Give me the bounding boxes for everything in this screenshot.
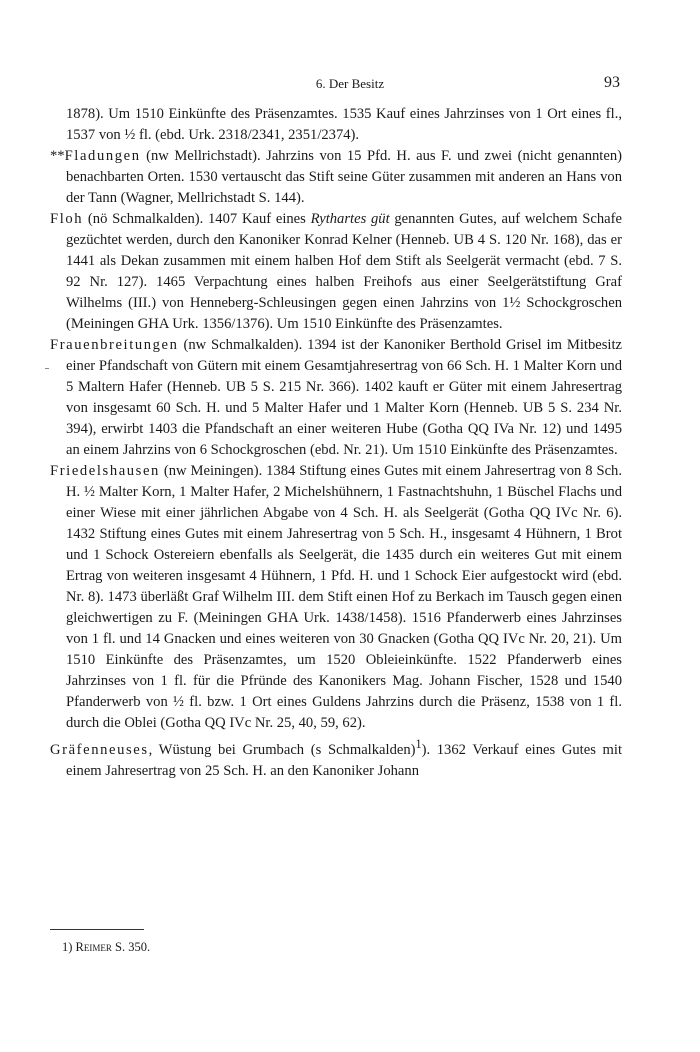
place-name: Gräfenneuses [50, 741, 149, 758]
entry-text: (nö Schmalkalden). 1407 Kauf eines [83, 211, 311, 227]
margin-mark [45, 368, 49, 369]
entry-continuation [50, 104, 622, 146]
entry-text: ). 1362 Verkauf eines Gutes mit einem Jahresertrag von 25 Sch. H. an den Kanoniker Johann [66, 741, 623, 779]
place-name: Floh [50, 211, 84, 227]
entry-text: (nw Meiningen). 1384 Stiftung eines Gutes mit einem Jahresertrag von 8 Sch. H. ½ Malter Korn, 1 Malter Hafer, 2 Michelshühnern, 1 Fastnachtshuhn, 1 Büschel Flachs und einer Wiese mit einer jährlichen Abgabe von 4 Sch. H. als Seelgerät (Gotha QQ IVc Nr. 6). 1432 Stiftung eines Gutes mit einem Jahresertrag von 5 Sch. H., insgesamt 4 Hühnern, 1 Brot und 1 Schock Ostereiern ebenfalls als Seelgerät, die 1435 durch ein weiteres Gut mit einem Ertrag von weiteren insgesamt 4 Hühnern, 1 Pfd. H. und 1 Schock Eier aufgestockt wird (ebd. Nr. 8). 1473 überläßt Graf Wilhelm III. dem Stift einen Hof zu Berkach im Tausch gegen einen gleichwertigen zu F. (Meiningen GHA Urk. 1438/1458). 1516 Pfanderwerb eines Jahrzinses von 1 fl. und 14 Gnacken und eines weiteren von 30 Gnacken (Gotha QQ IVc Nr. 20, 21). Um 1510 Einkünfte des Präsenzamtes, um 1520 Obleieinkünfte. 1522 Pfanderwerb eines Jahrzinses von 1 fl. für die Pfründe des Kanonikers Mag. Johann Fischer, 1528 und 1540 Pfanderwerb von ½ fl. bzw. 1 Ort eines Guldens Jahrzins durch die Präsenz, 1538 von 1 fl. durch die Oblei (Gotha QQ IVc Nr. 25, 40, 59, 62). [66, 463, 622, 731]
place-name: Frauenbreitungen [50, 337, 179, 353]
entry-text: genannten Gutes, auf welchem Schafe gezüchtet werden, durch den Kanoniker Konrad Kelner (Henneb. UB 4 S. 120 Nr. 168), das er 1441 als Dekan zusammen mit einem halben Hof dem Stift als Seelgerät vermacht (ebd. 7 S. 92 Nr. 127). 1465 Verpachtung eines halben Freihofs aus einer Seelgerätstiftung Graf Wilhelms (III.) von Henneberg-Schleusingen gegen einen Jahrzins von 1½ Schockgroschen (Meiningen GHA Urk. 1356/1376). Um 1510 Einkünfte des Präsenzamtes. [66, 211, 622, 332]
footnote-text: S. 350. [111, 940, 151, 954]
footnote-ref[interactable]: 1 [415, 737, 422, 751]
entry-friedelshausen [50, 461, 622, 734]
body-text [50, 104, 622, 782]
entry-graefenneuses [50, 734, 622, 782]
place-name: Friedelshausen [50, 463, 160, 479]
footnote-marker: 1) [62, 940, 73, 954]
entry-fladungen [50, 146, 622, 209]
entry-floh [50, 209, 622, 335]
entry-text: (nw Mellrichstadt). Jahrzins von 15 Pfd. H. aus F. und zwei (nicht genannten) benachbarten Orten. 1530 vertauscht das Stift seine Güter zusammen mit anderen an Hans von der Tann (Wagner, Mellrichstadt S. 144). [66, 148, 622, 206]
running-head [0, 74, 700, 94]
entry-frauenbreitungen [50, 335, 622, 461]
footnote-rule [50, 929, 144, 930]
place-name: Fladungen [64, 148, 141, 164]
section-title: 6. Der Besitz [315, 76, 385, 91]
footnote-author: Reimer [75, 940, 112, 954]
entry-italic: Rythartes güt [310, 211, 390, 227]
entry-text: (nw Schmalkalden). 1394 ist der Kanoniker Berthold Grisel im Mitbesitz einer Pfandschaft von Gütern mit einem Gesamtjahresertrag von 66 Sch. H. 1 Malter Korn und 5 Maltern Hafer (Henneb. UB 5 S. 215 Nr. 366). 1402 kauft er Güter mit einem Jahresertrag von insgesamt 60 Sch. H. und 5 Malter Hafer und 1 Malter Korn (Henneb. UB 5 S. 234 Nr. 394), erwirbt 1403 die Pfandschaft an einer weiteren Hube (Gotha QQ IVa Nr. 12) und 1495 an einem Jahrzins von 6 Schockgroschen (ebd. Nr. 21). Um 1510 Einkünfte des Präsenzamtes. [66, 337, 622, 458]
page-number: 93 [604, 74, 620, 91]
entry-text: , Wüstung bei Grumbach (s Schmalkalden) [148, 741, 416, 758]
footnote [62, 940, 150, 955]
entry-text: 1878). Um 1510 Einkünfte des Präsenzamtes. 1535 Kauf eines Jahrzinses von 1 Ort eines fl., 1537 von ½ fl. (ebd. Urk. 2318/2341, 2351/2374). [66, 106, 622, 143]
entry-prefix: ** [50, 148, 65, 164]
